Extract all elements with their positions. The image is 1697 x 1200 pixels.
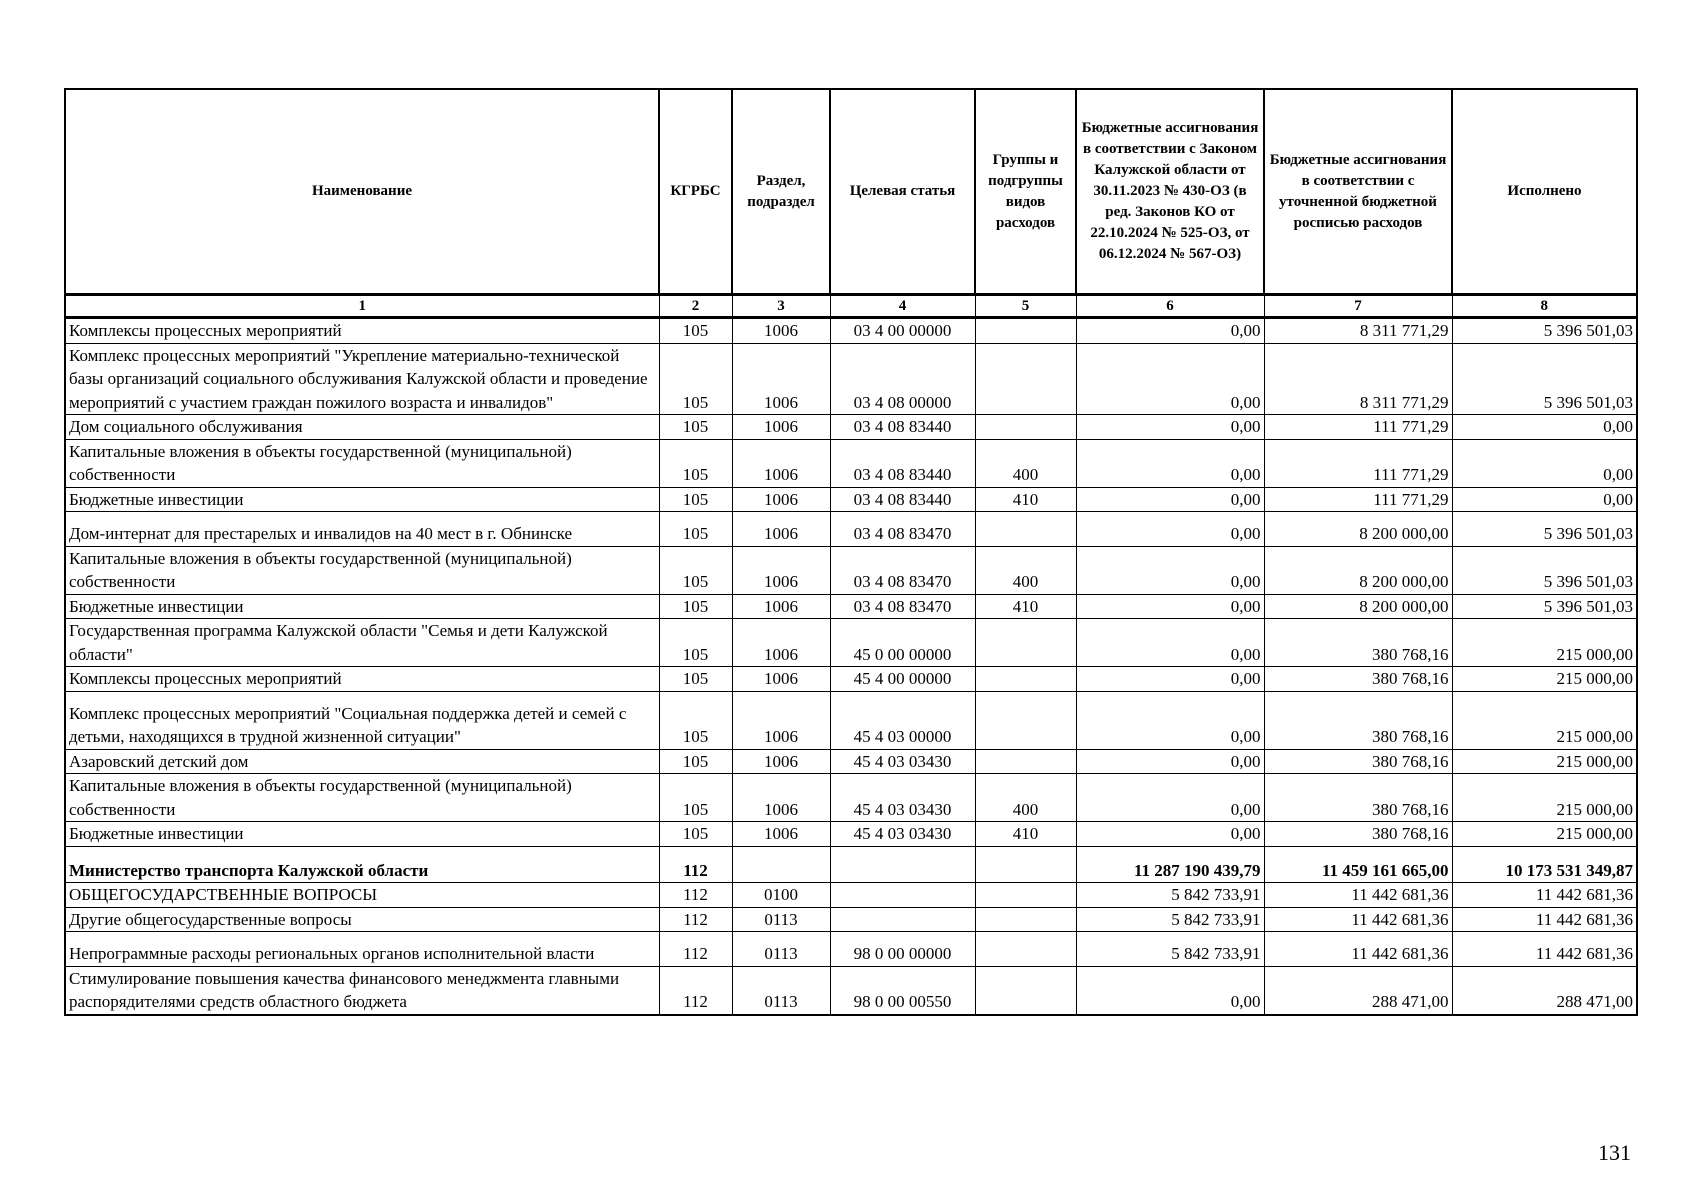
row-razdel: 1006 <box>732 749 830 774</box>
row-razdel: 1006 <box>732 343 830 415</box>
row-ispolneno: 215 000,00 <box>1452 619 1637 667</box>
row-statya: 03 4 08 83470 <box>830 512 975 547</box>
column-number: 2 <box>659 295 732 318</box>
row-statya: 45 4 03 03430 <box>830 774 975 822</box>
row-name: Другие общегосударственные вопросы <box>65 907 659 932</box>
row-ispolneno: 10 173 531 349,87 <box>1452 846 1637 883</box>
table-row <box>65 966 1637 1015</box>
row-zakon: 0,00 <box>1076 822 1264 847</box>
row-razdel: 0113 <box>732 932 830 967</box>
header-name: Наименование <box>65 89 659 295</box>
table-row <box>65 318 1637 344</box>
table-row <box>65 343 1637 415</box>
table-row <box>65 749 1637 774</box>
row-razdel: 1006 <box>732 512 830 547</box>
row-statya: 03 4 08 83440 <box>830 487 975 512</box>
row-rospis: 111 771,29 <box>1264 487 1452 512</box>
row-zakon: 5 842 733,91 <box>1076 907 1264 932</box>
header-razdel: Раздел, подраздел <box>732 89 830 295</box>
row-statya: 98 0 00 00550 <box>830 966 975 1015</box>
row-rospis: 380 768,16 <box>1264 774 1452 822</box>
row-vid <box>975 667 1076 692</box>
row-vid: 410 <box>975 487 1076 512</box>
row-kgrbs: 105 <box>659 619 732 667</box>
row-razdel: 1006 <box>732 487 830 512</box>
row-vid <box>975 318 1076 344</box>
row-ispolneno: 5 396 501,03 <box>1452 318 1637 344</box>
row-zakon: 0,00 <box>1076 594 1264 619</box>
row-rospis: 8 200 000,00 <box>1264 594 1452 619</box>
row-statya: 03 4 00 00000 <box>830 318 975 344</box>
row-rospis: 111 771,29 <box>1264 415 1452 440</box>
row-vid: 400 <box>975 546 1076 594</box>
row-vid <box>975 966 1076 1015</box>
table-row <box>65 619 1637 667</box>
row-vid: 410 <box>975 822 1076 847</box>
row-razdel: 1006 <box>732 619 830 667</box>
row-zakon: 0,00 <box>1076 667 1264 692</box>
row-razdel: 1006 <box>732 822 830 847</box>
row-kgrbs: 105 <box>659 822 732 847</box>
table-row <box>65 415 1637 440</box>
row-name: Государственная программа Калужской области "Семья и дети Калужской области" <box>65 619 659 667</box>
table-row <box>65 546 1637 594</box>
row-razdel: 1006 <box>732 415 830 440</box>
row-statya: 45 4 03 00000 <box>830 691 975 749</box>
row-kgrbs: 105 <box>659 691 732 749</box>
row-kgrbs: 105 <box>659 594 732 619</box>
header-kgrbs: КГРБС <box>659 89 732 295</box>
row-zakon: 0,00 <box>1076 415 1264 440</box>
table-row <box>65 883 1637 908</box>
row-name: Непрограммные расходы региональных органов исполнительной власти <box>65 932 659 967</box>
column-number: 6 <box>1076 295 1264 318</box>
table-row <box>65 512 1637 547</box>
row-vid <box>975 343 1076 415</box>
row-ispolneno: 5 396 501,03 <box>1452 343 1637 415</box>
row-zakon: 5 842 733,91 <box>1076 883 1264 908</box>
row-ispolneno: 11 442 681,36 <box>1452 883 1637 908</box>
row-zakon: 0,00 <box>1076 546 1264 594</box>
row-statya: 98 0 00 00000 <box>830 932 975 967</box>
row-rospis: 380 768,16 <box>1264 691 1452 749</box>
row-statya: 03 4 08 00000 <box>830 343 975 415</box>
row-vid <box>975 932 1076 967</box>
row-vid <box>975 883 1076 908</box>
row-ispolneno: 215 000,00 <box>1452 822 1637 847</box>
row-razdel: 1006 <box>732 691 830 749</box>
row-rospis: 11 459 161 665,00 <box>1264 846 1452 883</box>
row-statya <box>830 883 975 908</box>
row-kgrbs: 112 <box>659 846 732 883</box>
row-vid <box>975 846 1076 883</box>
row-ispolneno: 11 442 681,36 <box>1452 907 1637 932</box>
row-vid: 410 <box>975 594 1076 619</box>
row-razdel: 1006 <box>732 318 830 344</box>
budget-table <box>64 88 1638 1016</box>
row-ispolneno: 215 000,00 <box>1452 691 1637 749</box>
row-zakon: 0,00 <box>1076 619 1264 667</box>
row-rospis: 11 442 681,36 <box>1264 932 1452 967</box>
row-rospis: 8 200 000,00 <box>1264 512 1452 547</box>
row-ispolneno: 0,00 <box>1452 415 1637 440</box>
table-row <box>65 487 1637 512</box>
row-kgrbs: 105 <box>659 415 732 440</box>
row-razdel: 1006 <box>732 774 830 822</box>
row-zakon: 0,00 <box>1076 343 1264 415</box>
row-name: Азаровский детский дом <box>65 749 659 774</box>
header-ispolneno: Исполнено <box>1452 89 1637 295</box>
row-razdel: 1006 <box>732 594 830 619</box>
row-name: Комплексы процессных мероприятий <box>65 667 659 692</box>
row-kgrbs: 112 <box>659 932 732 967</box>
row-rospis: 380 768,16 <box>1264 619 1452 667</box>
table-row <box>65 691 1637 749</box>
row-razdel: 1006 <box>732 667 830 692</box>
row-vid <box>975 512 1076 547</box>
table-row <box>65 907 1637 932</box>
column-number: 4 <box>830 295 975 318</box>
row-ispolneno: 215 000,00 <box>1452 774 1637 822</box>
row-name: Бюджетные инвестиции <box>65 822 659 847</box>
row-statya: 03 4 08 83470 <box>830 594 975 619</box>
row-zakon: 5 842 733,91 <box>1076 932 1264 967</box>
row-ispolneno: 0,00 <box>1452 487 1637 512</box>
row-kgrbs: 112 <box>659 966 732 1015</box>
row-vid <box>975 691 1076 749</box>
row-rospis: 11 442 681,36 <box>1264 883 1452 908</box>
row-kgrbs: 105 <box>659 512 732 547</box>
row-vid <box>975 619 1076 667</box>
page-number: 131 <box>1598 1140 1631 1165</box>
row-ispolneno: 215 000,00 <box>1452 667 1637 692</box>
row-name: Министерство транспорта Калужской области <box>65 846 659 883</box>
row-kgrbs: 112 <box>659 883 732 908</box>
row-name: Дом-интернат для престарелых и инвалидов на 40 мест в г. Обнинске <box>65 512 659 547</box>
row-vid <box>975 415 1076 440</box>
row-vid: 400 <box>975 439 1076 487</box>
column-number: 1 <box>65 295 659 318</box>
column-number-row <box>65 295 1637 318</box>
row-rospis: 380 768,16 <box>1264 667 1452 692</box>
header-statya: Целевая статья <box>830 89 975 295</box>
row-zakon: 0,00 <box>1076 439 1264 487</box>
row-name: Комплекс процессных мероприятий "Социальная поддержка детей и семей с детьми, находящихся в трудной жизненной ситуации" <box>65 691 659 749</box>
header-row <box>65 89 1637 295</box>
row-statya: 45 4 03 03430 <box>830 749 975 774</box>
row-razdel: 0100 <box>732 883 830 908</box>
table-row <box>65 932 1637 967</box>
table-row <box>65 774 1637 822</box>
row-rospis: 8 311 771,29 <box>1264 318 1452 344</box>
row-name: Бюджетные инвестиции <box>65 487 659 512</box>
table-row <box>65 594 1637 619</box>
row-zakon: 0,00 <box>1076 512 1264 547</box>
row-vid: 400 <box>975 774 1076 822</box>
row-statya <box>830 846 975 883</box>
row-razdel: 1006 <box>732 546 830 594</box>
header-rospis: Бюджетные ассигнования в соответствии с уточненной бюджетной росписью расходов <box>1264 89 1452 295</box>
row-statya: 45 4 00 00000 <box>830 667 975 692</box>
row-statya: 03 4 08 83440 <box>830 439 975 487</box>
row-name: Бюджетные инвестиции <box>65 594 659 619</box>
table-row <box>65 846 1637 883</box>
row-ispolneno: 0,00 <box>1452 439 1637 487</box>
header-vid: Группы и подгруппы видов расходов <box>975 89 1076 295</box>
row-name: Комплексы процессных мероприятий <box>65 318 659 344</box>
row-name: ОБЩЕГОСУДАРСТВЕННЫЕ ВОПРОСЫ <box>65 883 659 908</box>
row-name: Стимулирование повышения качества финансового менеджмента главными распорядителями средств областного бюджета <box>65 966 659 1015</box>
row-rospis: 111 771,29 <box>1264 439 1452 487</box>
row-kgrbs: 105 <box>659 439 732 487</box>
row-name: Комплекс процессных мероприятий "Укрепление материально-технической базы организаций социального обслуживания Калужской области и проведение мероприятий с участием граждан пожилого возраста и инвалидов" <box>65 343 659 415</box>
row-rospis: 380 768,16 <box>1264 749 1452 774</box>
row-zakon: 0,00 <box>1076 774 1264 822</box>
table-row <box>65 439 1637 487</box>
row-zakon: 0,00 <box>1076 966 1264 1015</box>
row-ispolneno: 5 396 501,03 <box>1452 546 1637 594</box>
column-number: 5 <box>975 295 1076 318</box>
row-ispolneno: 5 396 501,03 <box>1452 594 1637 619</box>
row-zakon: 0,00 <box>1076 749 1264 774</box>
row-rospis: 380 768,16 <box>1264 822 1452 847</box>
row-kgrbs: 105 <box>659 487 732 512</box>
row-kgrbs: 105 <box>659 774 732 822</box>
row-kgrbs: 105 <box>659 343 732 415</box>
row-kgrbs: 105 <box>659 749 732 774</box>
row-kgrbs: 105 <box>659 667 732 692</box>
row-name: Дом социального обслуживания <box>65 415 659 440</box>
row-ispolneno: 11 442 681,36 <box>1452 932 1637 967</box>
row-name: Капитальные вложения в объекты государственной (муниципальной) собственности <box>65 439 659 487</box>
row-razdel: 0113 <box>732 966 830 1015</box>
row-name: Капитальные вложения в объекты государственной (муниципальной) собственности <box>65 546 659 594</box>
row-ispolneno: 5 396 501,03 <box>1452 512 1637 547</box>
row-razdel: 0113 <box>732 907 830 932</box>
row-razdel <box>732 846 830 883</box>
row-name: Капитальные вложения в объекты государственной (муниципальной) собственности <box>65 774 659 822</box>
row-kgrbs: 105 <box>659 546 732 594</box>
row-zakon: 0,00 <box>1076 318 1264 344</box>
row-statya: 45 4 03 03430 <box>830 822 975 847</box>
row-kgrbs: 105 <box>659 318 732 344</box>
row-statya: 03 4 08 83470 <box>830 546 975 594</box>
row-statya: 45 0 00 00000 <box>830 619 975 667</box>
row-razdel: 1006 <box>732 439 830 487</box>
row-zakon: 0,00 <box>1076 487 1264 512</box>
row-rospis: 8 200 000,00 <box>1264 546 1452 594</box>
header-zakon: Бюджетные ассигнования в соответствии с Законом Калужской области от 30.11.2023 № 430-ОЗ (в ред. Законов КО от 22.10.2024 № 525-ОЗ, от 06.12.2024 № 567-ОЗ) <box>1076 89 1264 295</box>
column-number: 7 <box>1264 295 1452 318</box>
row-rospis: 11 442 681,36 <box>1264 907 1452 932</box>
table-row <box>65 822 1637 847</box>
row-statya: 03 4 08 83440 <box>830 415 975 440</box>
row-vid <box>975 749 1076 774</box>
table-row <box>65 667 1637 692</box>
row-rospis: 8 311 771,29 <box>1264 343 1452 415</box>
row-zakon: 11 287 190 439,79 <box>1076 846 1264 883</box>
row-rospis: 288 471,00 <box>1264 966 1452 1015</box>
row-kgrbs: 112 <box>659 907 732 932</box>
row-zakon: 0,00 <box>1076 691 1264 749</box>
row-ispolneno: 288 471,00 <box>1452 966 1637 1015</box>
row-vid <box>975 907 1076 932</box>
row-statya <box>830 907 975 932</box>
column-number: 8 <box>1452 295 1637 318</box>
row-ispolneno: 215 000,00 <box>1452 749 1637 774</box>
column-number: 3 <box>732 295 830 318</box>
